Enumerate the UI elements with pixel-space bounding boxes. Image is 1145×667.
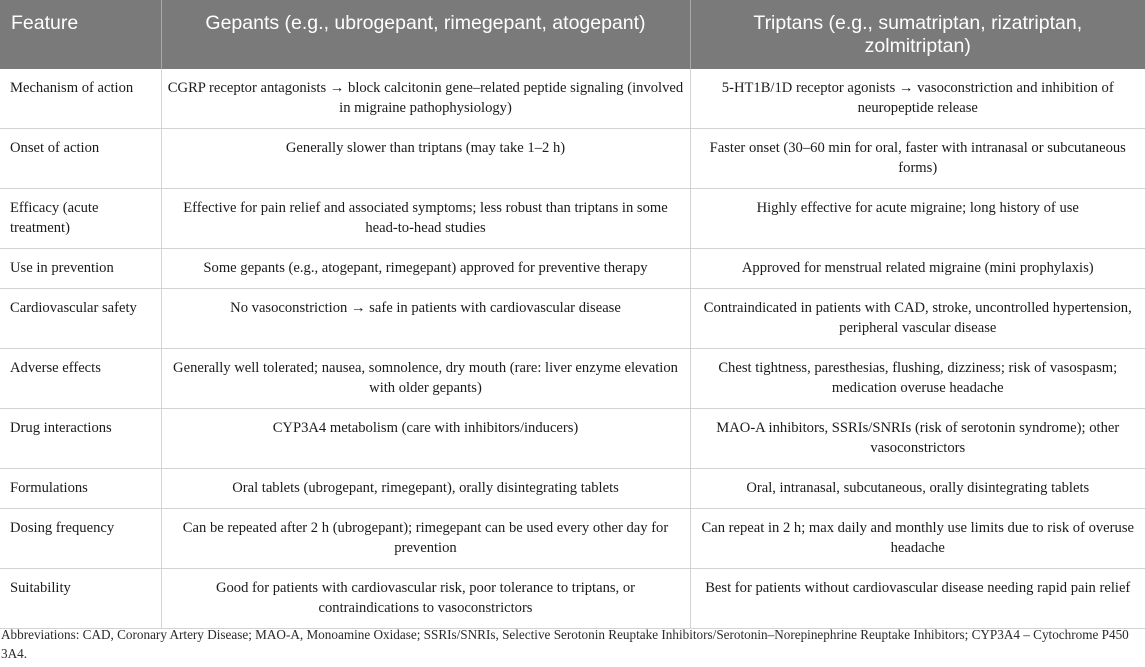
table-row bbox=[0, 69, 1145, 129]
triptans-cell: Chest tightness, paresthesias, flushing, dizziness; risk of vasospasm; medication overuse headache bbox=[690, 349, 1145, 409]
triptans-cell: 5-HT1B/1D receptor agonists → vasoconstriction and inhibition of neuropeptide release bbox=[690, 69, 1145, 129]
triptans-cell: Can repeat in 2 h; max daily and monthly use limits due to risk of overuse headache bbox=[690, 509, 1145, 569]
gepants-cell: No vasoconstriction → safe in patients with cardiovascular disease bbox=[161, 289, 690, 349]
table-row bbox=[0, 289, 1145, 349]
header-gepants: Gepants (e.g., ubrogepant, rimegepant, atogepant) bbox=[161, 0, 690, 69]
header-row bbox=[0, 0, 1145, 69]
table-row bbox=[0, 509, 1145, 569]
table-row bbox=[0, 569, 1145, 629]
table-row bbox=[0, 349, 1145, 409]
triptans-cell: Oral, intranasal, subcutaneous, orally disintegrating tablets bbox=[690, 469, 1145, 509]
gepants-cell: Oral tablets (ubrogepant, rimegepant), orally disintegrating tablets bbox=[161, 469, 690, 509]
gepants-cell: Effective for pain relief and associated symptoms; less robust than triptans in some head-to-head studies bbox=[161, 189, 690, 249]
feature-cell: Efficacy (acute treatment) bbox=[0, 189, 161, 249]
header-feature: Feature bbox=[0, 0, 161, 69]
table-row bbox=[0, 249, 1145, 289]
abbreviations-footnote: Abbreviations: CAD, Coronary Artery Disease; MAO-A, Monoamine Oxidase; SSRIs/SNRIs, Selective Serotonin Reuptake Inhibitors/Serotonin–Norepinephrine Reuptake Inhibitors; CYP3A4 – Cytochrome P450 3A4. bbox=[1, 627, 1129, 661]
triptans-cell: Faster onset (30–60 min for oral, faster with intranasal or subcutaneous forms) bbox=[690, 129, 1145, 189]
feature-cell: Use in prevention bbox=[0, 249, 161, 289]
feature-cell: Formulations bbox=[0, 469, 161, 509]
triptans-cell: Contraindicated in patients with CAD, stroke, uncontrolled hypertension, peripheral vascular disease bbox=[690, 289, 1145, 349]
feature-cell: Dosing frequency bbox=[0, 509, 161, 569]
gepants-cell: CYP3A4 metabolism (care with inhibitors/inducers) bbox=[161, 409, 690, 469]
feature-cell: Drug interactions bbox=[0, 409, 161, 469]
gepants-cell: CGRP receptor antagonists → block calcitonin gene–related peptide signaling (involved in migraine pathophysiology) bbox=[161, 69, 690, 129]
gepants-cell: Can be repeated after 2 h (ubrogepant); rimegepant can be used every other day for prevention bbox=[161, 509, 690, 569]
table-row bbox=[0, 129, 1145, 189]
table-row bbox=[0, 469, 1145, 509]
table-header bbox=[0, 0, 1145, 69]
table-row bbox=[0, 409, 1145, 469]
triptans-cell: Approved for menstrual related migraine (mini prophylaxis) bbox=[690, 249, 1145, 289]
header-triptans: Triptans (e.g., sumatriptan, rizatriptan, zolmitriptan) bbox=[690, 0, 1145, 69]
feature-cell: Mechanism of action bbox=[0, 69, 161, 129]
feature-cell: Suitability bbox=[0, 569, 161, 629]
feature-cell: Onset of action bbox=[0, 129, 161, 189]
triptans-cell: Best for patients without cardiovascular disease needing rapid pain relief bbox=[690, 569, 1145, 629]
gepants-cell: Some gepants (e.g., atogepant, rimegepant) approved for preventive therapy bbox=[161, 249, 690, 289]
table-body bbox=[0, 69, 1145, 629]
feature-cell: Cardiovascular safety bbox=[0, 289, 161, 349]
table-row bbox=[0, 189, 1145, 249]
feature-cell: Adverse effects bbox=[0, 349, 161, 409]
gepants-cell: Good for patients with cardiovascular risk, poor tolerance to triptans, or contraindications to vasoconstrictors bbox=[161, 569, 690, 629]
triptans-cell: Highly effective for acute migraine; long history of use bbox=[690, 189, 1145, 249]
gepants-cell: Generally slower than triptans (may take 1–2 h) bbox=[161, 129, 690, 189]
gepants-cell: Generally well tolerated; nausea, somnolence, dry mouth (rare: liver enzyme elevation with older gepants) bbox=[161, 349, 690, 409]
triptans-cell: MAO-A inhibitors, SSRIs/SNRIs (risk of serotonin syndrome); other vasoconstrictors bbox=[690, 409, 1145, 469]
